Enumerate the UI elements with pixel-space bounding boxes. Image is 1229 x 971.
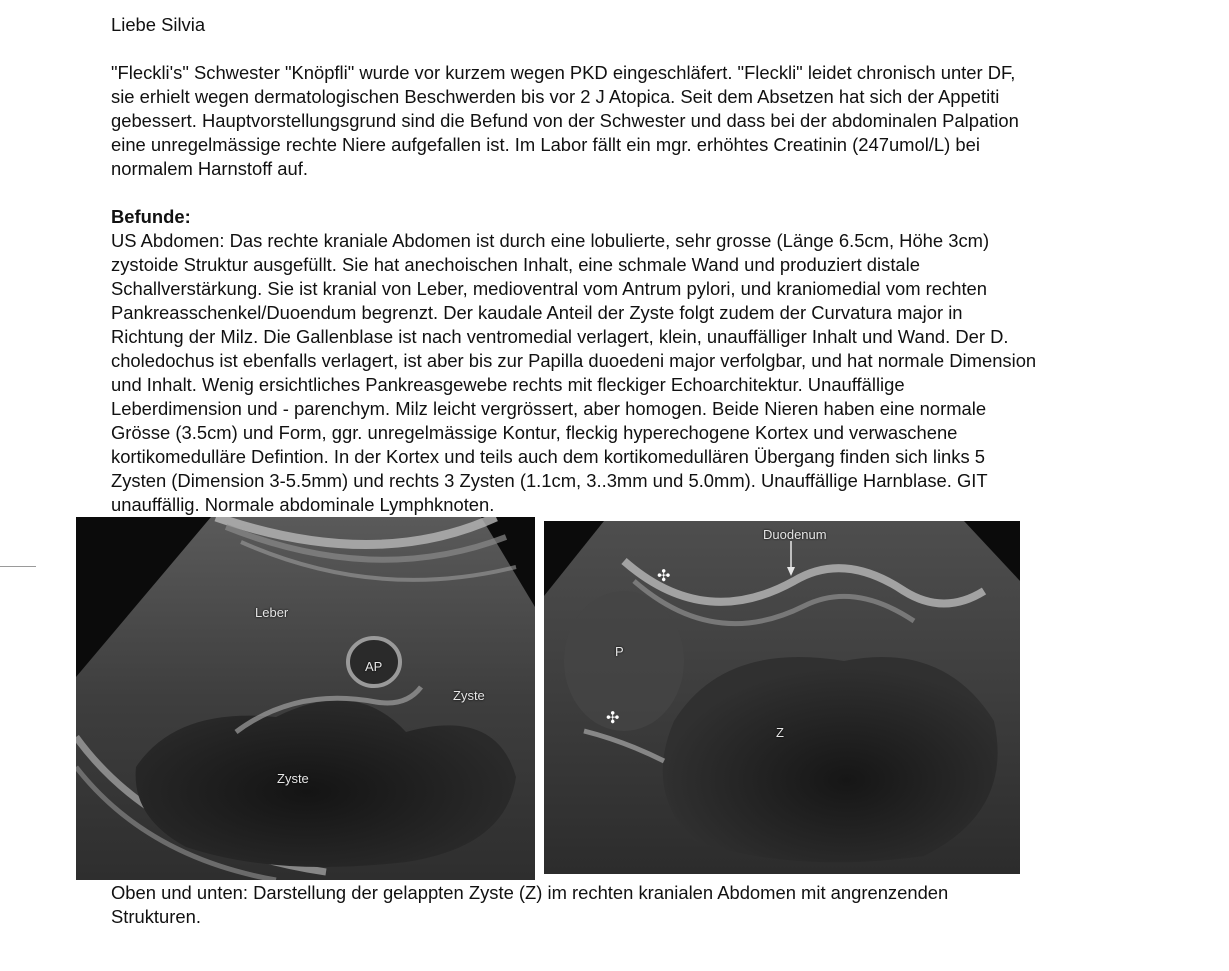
- label-zyste-bottom: Zyste: [277, 771, 309, 786]
- label-duodenum: Duodenum: [763, 527, 827, 542]
- label-leber: Leber: [255, 605, 289, 620]
- margin-marker-line: [0, 566, 36, 567]
- findings-paragraph: US Abdomen: Das rechte kraniale Abdomen ist durch eine lobulierte, sehr grosse (Länge 6.5cm, Höhe 3cm) zystoide Struktur ausgefüllt. Sie hat anechoischen Inhalt, eine schmale Wand und produziert distale Schallverstärkung. Sie ist kranial von Leber, medioventral vom Antrum pylori, und kraniomedial vom rechten Pankreasschenkel/Duoendum begrenzt. Der kaudale Anteil der Zyste folgt zudem der Curvatura major in Richtung der Milz. Die Gallenblase ist nach ventromedial verlagert, klein, unauffälliger Inhalt und Wand. Der D. choledochus ist ebenfalls verlagert, ist aber bis zur Papilla duoedeni major verfolgbar, und hat normale Dimension und Inhalt. Wenig ersichtliches Pankreasgewebe rechts mit fleckiger Echoarchitektur. Unauffällige Leberdimension und - parenchym. Milz leicht vergrössert, aber homogen. Beide Nieren haben eine normale Grösse (3.5cm) und Form, ggr. unregelmässige Kontur, fleckig hyperechogene Kortex und verwaschene kortikomedulläre Defintion. In der Kortex und teils auch dem kortikomedullären Übergang finden sich links 5 Zysten (Dimension 3-5.5mm) und rechts 3 Zysten (1.1cm, 3..3mm und 5.0mm). Unauffällige Harnblase. GIT unauffällig. Normale abdominale Lymphknoten.: [111, 230, 1037, 515]
- caliper-marker-top-icon: ✣: [657, 568, 671, 585]
- label-z: Z: [776, 725, 784, 740]
- findings-heading: Befunde:: [111, 206, 191, 227]
- caliper-marker-bottom-icon: ✣: [606, 710, 620, 727]
- intro-paragraph: "Fleckli's" Schwester "Knöpfli" wurde vor kurzem wegen PKD eingeschläfert. "Fleckli" leidet chronisch unter DF, sie erhielt wegen dermatologischen Beschwerden bis vor 2 J Atopica. Seit dem Absetzen hat sich der Appetiti gebessert. Hauptvorstellungsgrund sind die Befund von der Schwester und dass bei der abdominalen Palpation eine unregelmässige rechte Niere aufgefallen ist. Im Labor fällt ein mgr. erhöhtes Creatinin (247umol/L) bei normalem Harnstoff auf.: [111, 62, 1019, 179]
- label-ap: AP: [365, 659, 383, 674]
- figure-caption: Oben und unten: Darstellung der gelappten Zyste (Z) im rechten kranialen Abdomen mit angrenzenden Strukturen.: [111, 882, 949, 927]
- ultrasound-right-graphic: [544, 521, 1020, 874]
- ultrasound-image-right: [544, 521, 1020, 874]
- label-zyste-right: Zyste: [453, 688, 485, 703]
- label-p: P: [615, 644, 624, 659]
- greeting-line: Liebe Silvia: [111, 14, 206, 35]
- ultrasound-image-left: [76, 517, 535, 880]
